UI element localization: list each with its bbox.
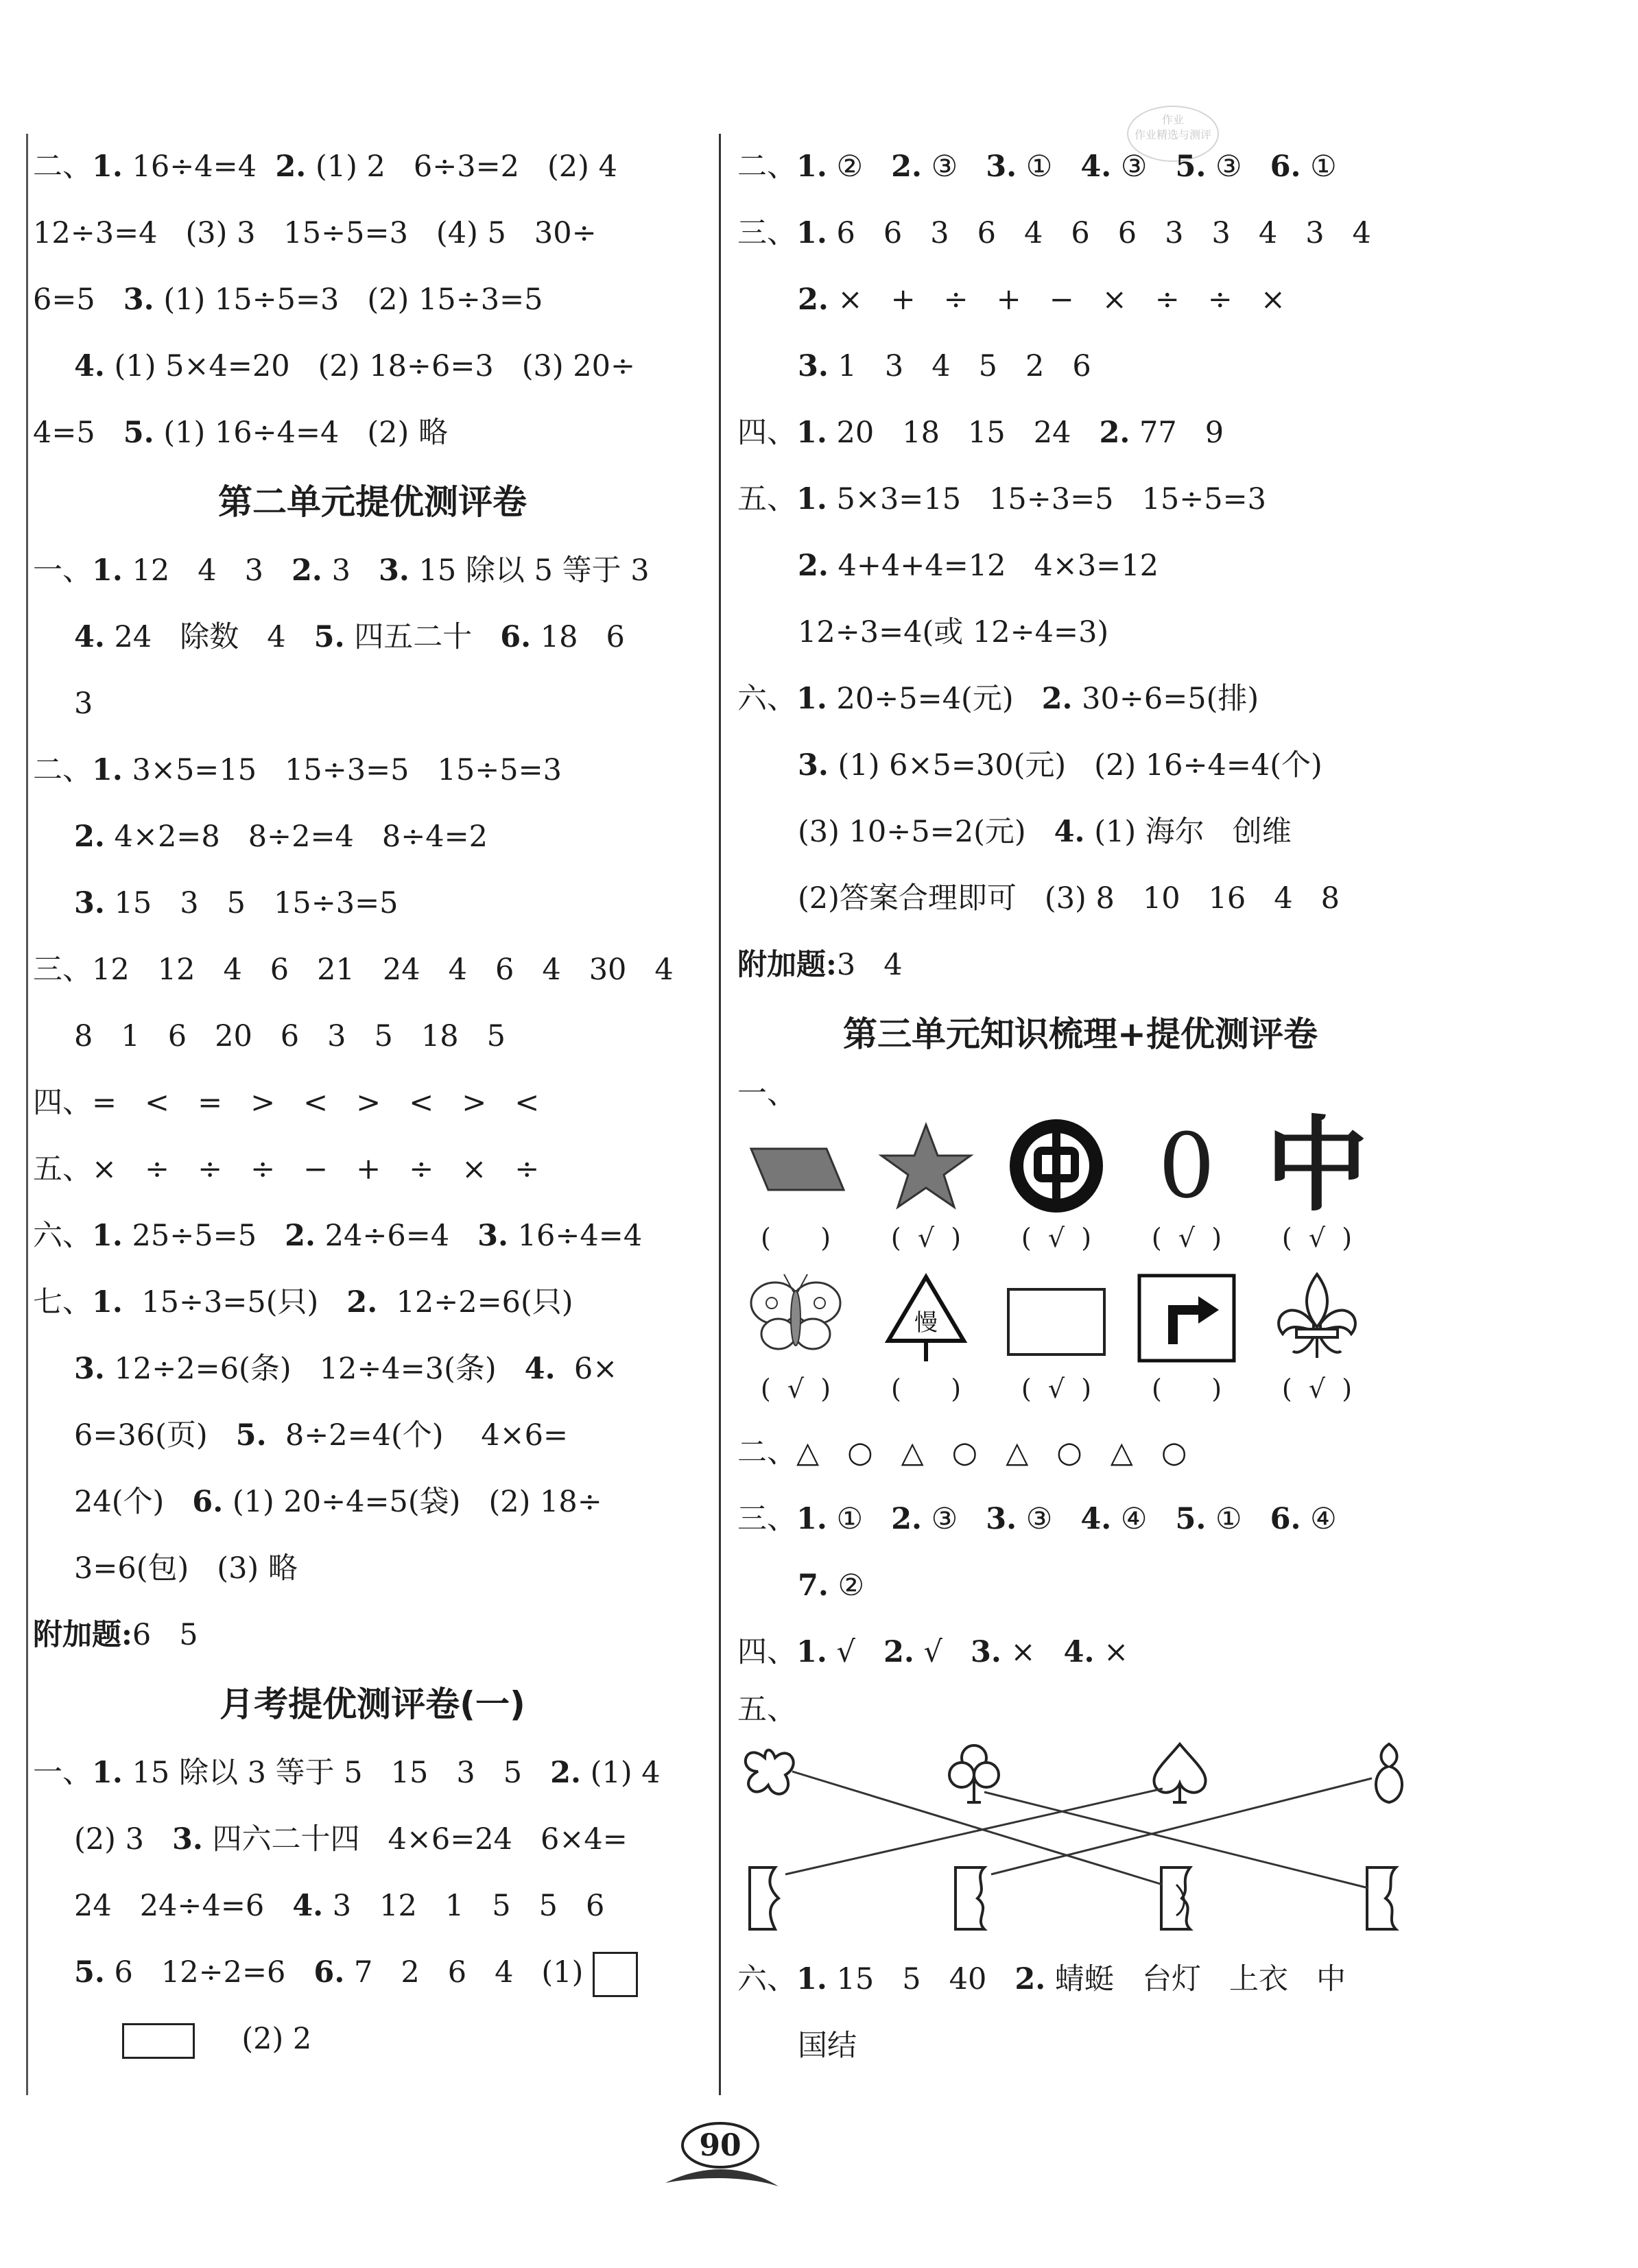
answer-line: 8 1 6 20 6 3 5 18 5: [74, 1019, 506, 1053]
column-divider: [719, 134, 721, 2095]
bank-logo-icon: ( √ ): [998, 1118, 1115, 1269]
answer-line: (2)答案合理即可 (3) 8 10 16 4 8: [798, 881, 1340, 916]
rectangle-shape: ( √ ): [998, 1269, 1115, 1420]
answer-line: 三、1. ① 2. ③ 3. ③ 4. ④ 5. ① 6. ④: [737, 1502, 1337, 1536]
answer-line: 四、1. 20 18 15 24 2. 77 9: [737, 416, 1224, 450]
bottom-shape-2: [956, 1867, 984, 1929]
symmetry-shapes-row-1: [737, 1106, 1423, 1269]
zero-shape: 0 ( √ ): [1151, 1114, 1222, 1253]
answer-line: 3. 15 3 5 15÷3=5: [74, 886, 399, 920]
answer-line: 4=5 5. (1) 16÷4=4 (2) 略: [33, 416, 448, 450]
answer-line: 3=6(包) (3) 略: [74, 1551, 298, 1586]
answer-line: (2) 2: [33, 2006, 712, 2073]
top-shape-spade: [1154, 1744, 1205, 1802]
answer-line: (2) 3 3. 四六二十四 4×6=24 6×4=: [74, 1822, 628, 1857]
answer-line: 12÷3=4(或 12÷4=3): [798, 615, 1109, 649]
answer-line: 三、1. 6 6 3 6 4 6 6 3 3 4 3 4: [737, 216, 1371, 250]
answer-line: 四、1. √ 2. √ 3. × 4. ×: [737, 1635, 1129, 1669]
answer-line: 2. × + ÷ + − × ÷ ÷ ×: [798, 283, 1285, 317]
answer-line: 24 24÷4=6 4. 3 12 1 5 5 6: [74, 1889, 605, 1923]
answer-line: 4. (1) 5×4=20 (2) 18÷6=3 (3) 20÷: [74, 349, 636, 383]
answer-line: 6=36(页) 5. 8÷2=4(个) 4×6=: [74, 1418, 569, 1453]
answer-line: 四、= < = > < > < > <: [33, 1086, 540, 1120]
answer-line: (3) 10÷5=2(元) 4. (1) 海尔 创维: [798, 815, 1292, 849]
slow-traffic-sign-icon: 慢 ( ): [868, 1269, 984, 1420]
bottom-shape-3: [1161, 1867, 1190, 1929]
answer-line: 12÷3=4 (3) 3 15÷5=3 (4) 5 30÷: [33, 216, 597, 250]
bottom-shape-1: [750, 1867, 779, 1929]
answer-square-box: [593, 1952, 638, 1997]
answer-line: 5. 6 12÷2=6 6. 7 2 6 4 (1): [33, 1939, 712, 2006]
answer-line: 3: [74, 687, 93, 721]
section-label: 五、: [737, 1693, 796, 1727]
page-number: 90: [658, 2118, 782, 2193]
answer-line: 一、1. 15 除以 3 等于 5 15 3 5 2. (1) 4: [33, 1756, 661, 1790]
parallelogram-shape: ( ): [737, 1118, 854, 1269]
match-line: [991, 1778, 1372, 1874]
answer-line: 一、1. 12 4 3 2. 3 3. 15 除以 5 等于 3: [33, 553, 650, 588]
answer-line: 国结: [798, 2029, 857, 2063]
answer-line: 二、△ ○ △ ○ △ ○ △ ○: [737, 1435, 1187, 1470]
zhong-character-shape: 中 ( √ ): [1265, 1106, 1368, 1253]
turn-right-sign-icon: ( ): [1128, 1269, 1245, 1420]
answer-rectangle-box: [122, 2023, 195, 2059]
stamp-line-2: 作业精选与测评: [1134, 128, 1211, 141]
matching-diagram: [737, 1734, 1423, 1946]
fleur-de-lis-icon: ( √ ): [1259, 1269, 1375, 1420]
answer-line: 3. 12÷2=6(条) 12÷4=3(条) 4. 6×: [74, 1352, 618, 1386]
answer-line: 二、1. 3×5=15 15÷3=5 15÷5=3: [33, 753, 562, 787]
section-label: 一、: [737, 1077, 796, 1111]
answer-line: 六、1. 25÷5=5 2. 24÷6=4 3. 16÷4=4: [33, 1219, 643, 1253]
answer-line: 六、1. 15 5 40 2. 蜻蜓 台灯 上衣 中: [737, 1962, 1346, 1996]
answer-line: 4. 24 除数 4 5. 四五二十 6. 18 6: [74, 620, 625, 654]
right-column: [737, 134, 1423, 2079]
answer-line: 附加题:6 5: [33, 1618, 198, 1652]
answer-line: 2. 4×2=8 8÷2=4 8÷4=2: [74, 820, 488, 854]
left-column: [33, 134, 712, 2073]
answer-line: 附加题:3 4: [737, 948, 903, 982]
symmetry-shapes-row-2: [737, 1269, 1423, 1420]
answer-line: 3. 1 3 4 5 2 6: [798, 349, 1091, 383]
top-shape-gourd: [1376, 1744, 1402, 1802]
answer-line: 7. ②: [798, 1568, 865, 1603]
answer-line: 三、12 12 4 6 21 24 4 6 4 30 4: [33, 953, 674, 987]
section-title: 月考提优测评卷(一): [219, 1684, 525, 1724]
bottom-shape-4: [1367, 1867, 1396, 1929]
left-margin-line: [26, 134, 28, 2095]
answer-line: 6=5 3. (1) 15÷5=3 (2) 15÷3=5: [33, 283, 543, 317]
answer-line: 2. 4+4+4=12 4×3=12: [798, 549, 1159, 583]
top-shape-clover-half: [746, 1750, 794, 1794]
answer-line: 六、1. 20÷5=4(元) 2. 30÷6=5(排): [737, 682, 1259, 716]
answer-line: 五、1. 5×3=15 15÷3=5 15÷5=3: [737, 482, 1267, 516]
star-shape: ( √ ): [868, 1118, 984, 1269]
stamp-line-1: 作业: [1161, 113, 1184, 126]
section-title: 第二单元提优测评卷: [218, 482, 527, 522]
section-title: 第三单元知识梳理+提优测评卷: [843, 1014, 1318, 1054]
answer-line: 七、1. 15÷3=5(只) 2. 12÷2=6(只): [33, 1285, 573, 1320]
answer-line: 二、1. ② 2. ③ 3. ① 4. ③ 5. ③ 6. ①: [737, 150, 1337, 184]
butterfly-icon: ( √ ): [737, 1269, 854, 1420]
answer-line: 3. (1) 6×5=30(元) (2) 16÷4=4(个): [798, 748, 1322, 783]
answer-line: 二、1. 16÷4=4 2. (1) 2 6÷3=2 (2) 4: [33, 150, 617, 184]
sign-text: 慢: [914, 1309, 938, 1337]
answer-line: 五、× ÷ ÷ ÷ − + ÷ × ÷: [33, 1152, 540, 1186]
answer-line: 24(个) 6. (1) 20÷4=5(袋) (2) 18÷: [74, 1485, 602, 1519]
